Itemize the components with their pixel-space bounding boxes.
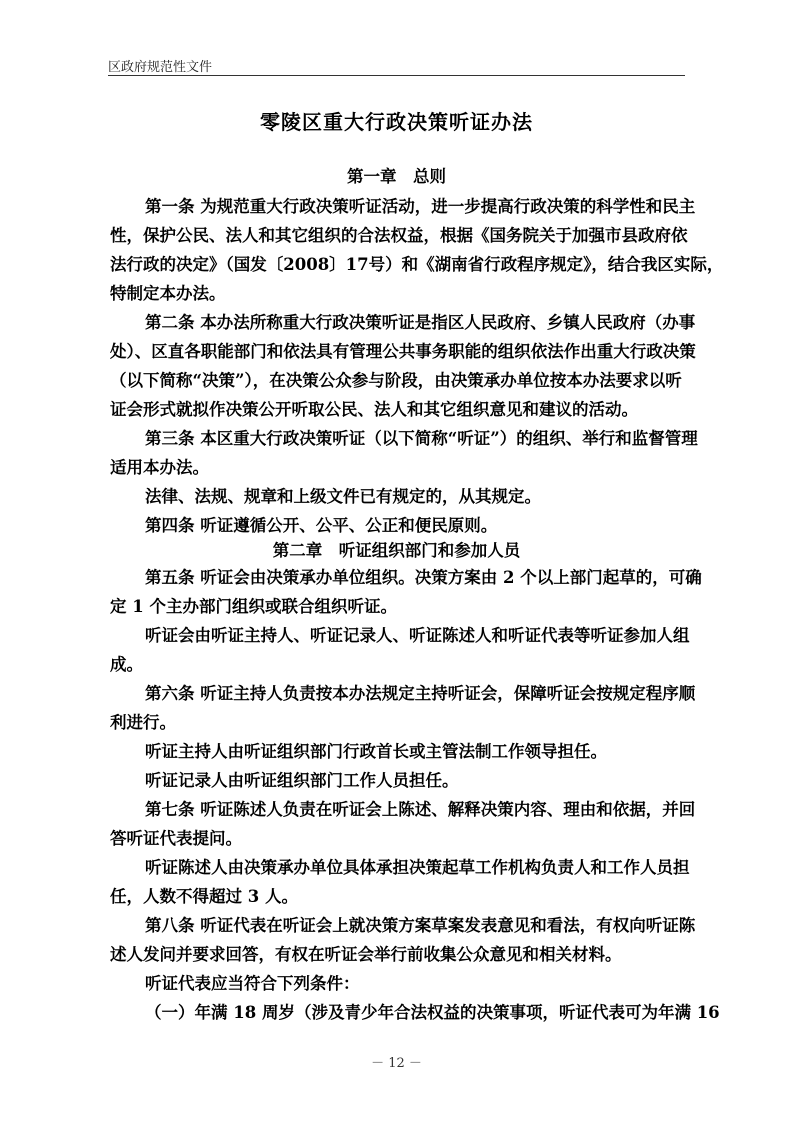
article-7-line-2: 答听证代表提问。 xyxy=(110,829,242,848)
article-1-line-4: 特制定本办法。 xyxy=(110,284,226,303)
article-2-line-4: 证会形式就拟作决策公开听取公民、法人和其它组织意见和建议的活动。 xyxy=(110,400,638,419)
article-1-line-2: 性，保护公民、法人和其它组织的合法权益，根据《国务院关于加强市县政府依 xyxy=(110,226,688,245)
article-2-line-3: （以下简称“决策”），在决策公众参与阶段，由决策承办单位按本办法要求以听 xyxy=(110,371,682,390)
article-3-line-1: 第三条 本区重大行政决策听证（以下简称“听证”）的组织、举行和监督管理 xyxy=(145,429,698,448)
article-8-paragraph-3: （一）年满 18 周岁（涉及青少年合法权益的决策事项，听证代表可为年满 16 xyxy=(145,1003,720,1022)
article-7-paragraph-2-line-2: 任，人数不得超过 3 人。 xyxy=(110,887,298,906)
article-3-line-2: 适用本办法。 xyxy=(110,458,209,477)
article-3-paragraph-2: 法律、法规、规章和上级文件已有规定的，从其规定。 xyxy=(145,487,541,506)
article-5-line-2: 定 1 个主办部门组织或联合组织听证。 xyxy=(110,597,397,616)
article-8-line-1: 第八条 听证代表在听证会上就决策方案草案发表意见和看法，有权向听证陈 xyxy=(145,916,696,935)
chapter-2-heading: 第二章 听证组织部门和参加人员 xyxy=(272,541,521,560)
chapter-1-heading: 第一章 总则 xyxy=(347,167,446,186)
article-1-line-1: 第一条 为规范重大行政决策听证活动，进一步提高行政决策的科学性和民主 xyxy=(145,197,696,216)
article-6-line-2: 利进行。 xyxy=(110,713,176,732)
article-7-paragraph-2-line-1: 听证陈述人由决策承办单位具体承担决策起草工作机构负责人和工作人员担 xyxy=(145,858,690,877)
article-8-line-2: 述人发问并要求回答，有权在听证会举行前收集公众意见和相关材料。 xyxy=(110,945,622,964)
article-2-line-1: 第二条 本办法所称重大行政决策听证是指区人民政府、乡镇人民政府（办事 xyxy=(145,313,696,332)
article-5-paragraph-2-line-2: 成。 xyxy=(110,655,143,674)
article-2-line-2: 处）、区直各职能部门和依法具有管理公共事务职能的组织依法作出重大行政决策 xyxy=(110,342,696,361)
article-6-paragraph-3: 听证记录人由听证组织部门工作人员担任。 xyxy=(145,771,459,790)
article-8-paragraph-2: 听证代表应当符合下列条件： xyxy=(145,974,360,993)
article-1-line-3: 法行政的决定》（国发〔2008〕17号）和《湖南省行政程序规定》，结合我区实际， xyxy=(110,255,724,274)
header-rule xyxy=(108,75,685,76)
page-number: － 12 － xyxy=(371,1056,422,1071)
article-7-line-1: 第七条 听证陈述人负责在听证会上陈述、解释决策内容、理由和依据，并回 xyxy=(145,800,696,819)
running-header: 区政府规范性文件 xyxy=(108,60,213,75)
article-6-paragraph-2: 听证主持人由听证组织部门行政首长或主管法制工作领导担任。 xyxy=(145,742,607,761)
article-6-line-1: 第六条 听证主持人负责按本办法规定主持听证会，保障听证会按规定程序顺 xyxy=(145,684,696,703)
document-title: 零陵区重大行政决策听证办法 xyxy=(260,110,533,134)
article-4: 第四条 听证遵循公开、公平、公正和便民原则。 xyxy=(145,516,498,535)
article-5-line-1: 第五条 听证会由决策承办单位组织。决策方案由 2 个以上部门起草的，可确 xyxy=(145,568,702,587)
article-5-paragraph-2-line-1: 听证会由听证主持人、听证记录人、听证陈述人和听证代表等听证参加人组 xyxy=(145,626,690,645)
